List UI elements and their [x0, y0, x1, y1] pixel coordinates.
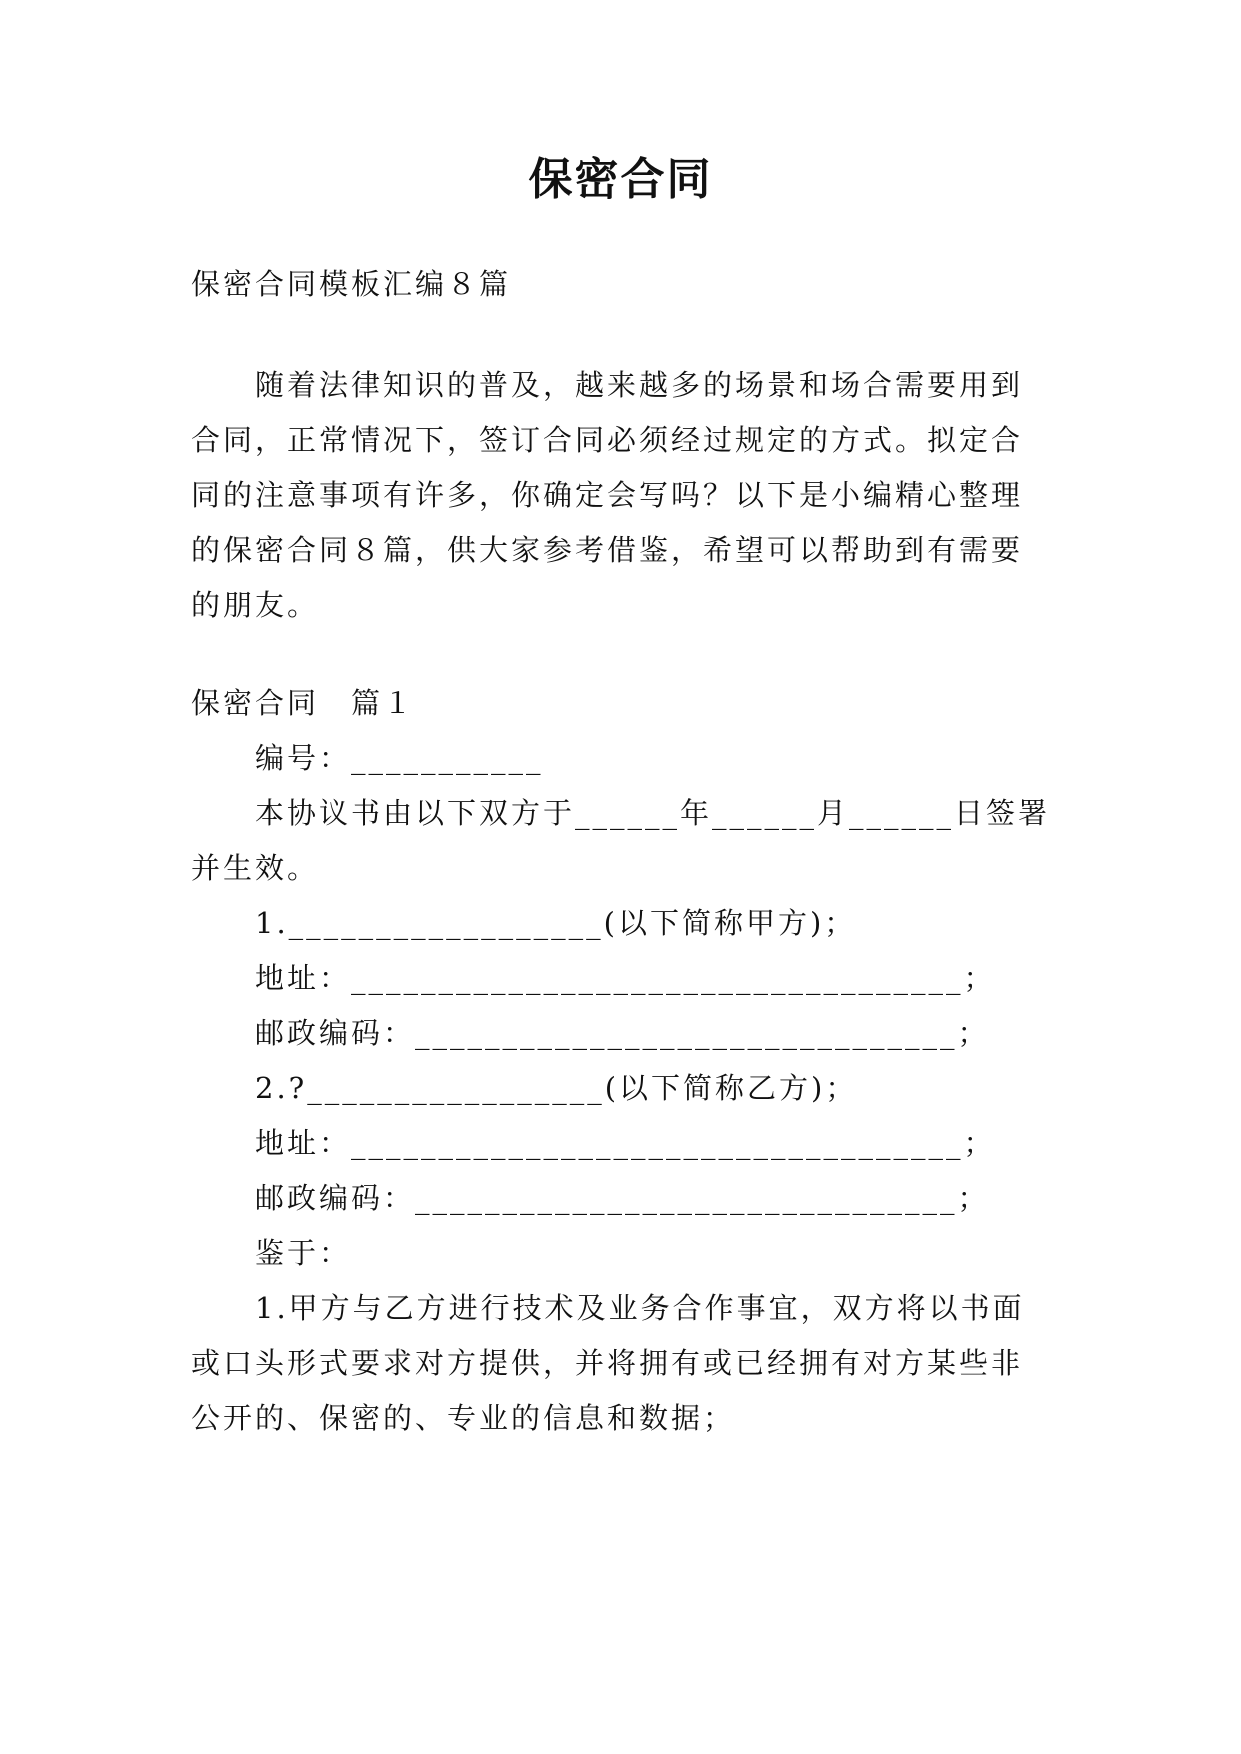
- party-a-line: 1.__________________(以下简称甲方)；: [255, 906, 857, 940]
- intro-line: 的朋友。: [191, 588, 320, 622]
- whereas-clause-line: 公开的、保密的、专业的信息和数据；: [191, 1401, 736, 1435]
- whereas-heading: 鉴于：: [255, 1236, 352, 1270]
- document-subtitle: 保密合同模板汇编８篇: [191, 267, 512, 301]
- party-a-postcode: 邮政编码：_______________________________；: [255, 1016, 990, 1050]
- whereas-clause-line: 或口头形式要求对方提供，并将拥有或已经拥有对方某些非: [191, 1346, 1024, 1380]
- party-b-postcode: 邮政编码：_______________________________；: [255, 1181, 990, 1215]
- party-b-address: 地址：___________________________________；: [255, 1126, 996, 1160]
- contract-number-line: 编号：___________: [255, 741, 544, 775]
- intro-line: 的保密合同８篇，供大家参考借鉴，希望可以帮助到有需要: [191, 533, 1024, 567]
- intro-line: 合同，正常情况下，签订合同必须经过规定的方式。拟定合: [191, 423, 1024, 457]
- intro-line: 随着法律知识的普及，越来越多的场景和场合需要用到: [255, 368, 1024, 402]
- contract-line: 本协议书由以下双方于______年______月______日签署: [255, 796, 1051, 830]
- party-a-address: 地址：___________________________________；: [255, 961, 996, 995]
- intro-line: 同的注意事项有许多，你确定会写吗？以下是小编精心整理: [191, 478, 1024, 512]
- party-b-line: 2.?_________________(以下简称乙方)；: [255, 1071, 858, 1105]
- whereas-clause-line: 1.甲方与乙方进行技术及业务合作事宜，双方将以书面: [255, 1291, 1025, 1325]
- contract-line: 并生效。: [191, 851, 320, 885]
- section-heading: 保密合同 篇１: [191, 686, 416, 720]
- document-title: 保密合同: [528, 154, 713, 205]
